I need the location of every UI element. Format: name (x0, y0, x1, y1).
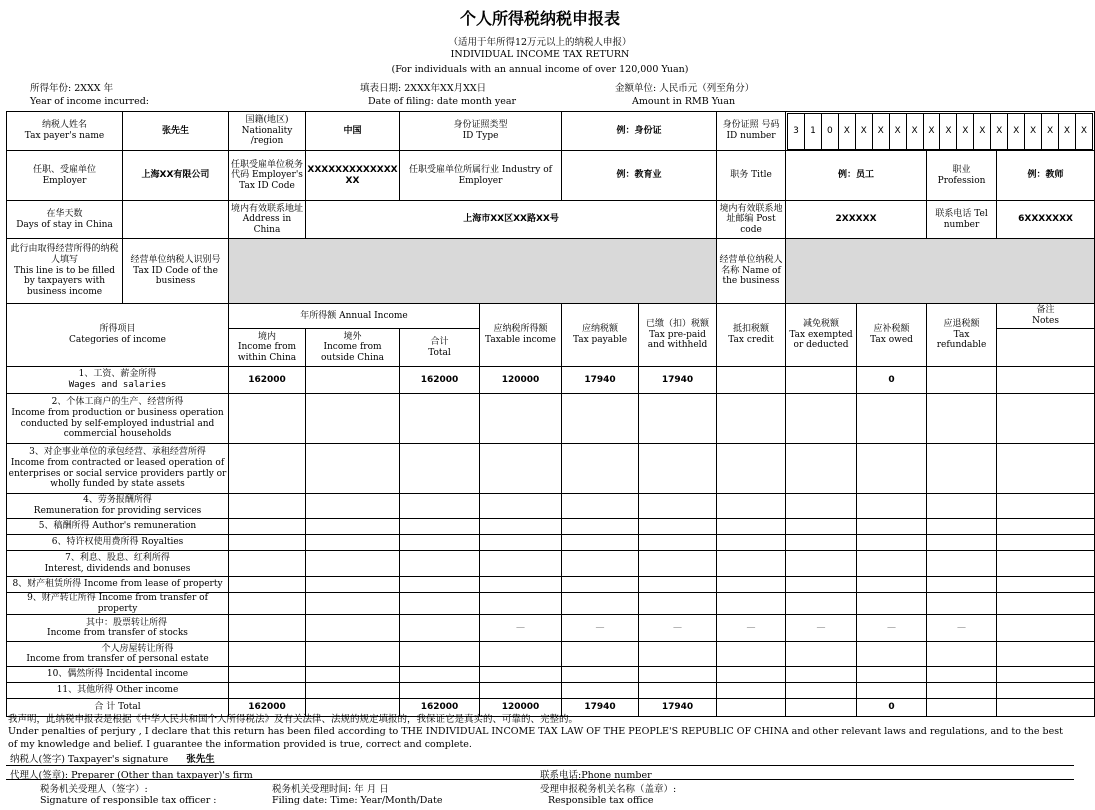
tel-label: 联系电话 Tel number (927, 201, 997, 239)
tax-owed[interactable]: 0 (857, 367, 927, 394)
id-digit: X (838, 113, 855, 149)
tax-credit[interactable] (717, 367, 786, 394)
signature-name: 张先生 (186, 754, 215, 765)
table-row (7, 642, 1095, 667)
days-value[interactable] (123, 201, 229, 239)
declaration-en: Under penalties of perjury , I declare that this return has been filed according to THE INDIVIDUAL INCOME TAX LAW OF THE PEOPLE'S REPUBLIC OF CHINA and other relevant laws and regulations, and to the best of my knowledge and belief. I guarantee the information provided is true, correct and complete. (8, 726, 1063, 750)
dash-mark: — (639, 615, 717, 642)
id-digit: X (1025, 113, 1042, 149)
credit-header: 抵扣税额 Tax credit (717, 304, 786, 367)
id-digit: 1 (804, 113, 821, 149)
table-row (7, 577, 1095, 593)
id-digit: X (957, 113, 974, 149)
nationality-label: 国籍(地区) Nationality /region (229, 112, 306, 151)
name-label: 纳税人姓名 Tax payer's name (7, 112, 123, 151)
tax-office-cn: 受理申报税务机关名称（盖章）: (540, 784, 677, 795)
subtitle-en-2: (For individuals with an annual income of over 120,000 Yuan) (391, 64, 689, 75)
income-category: 其中：股票转让所得 Income from transfer of stocks (7, 615, 229, 642)
table-row (7, 519, 1095, 535)
tax-payable[interactable]: 17940 (562, 367, 639, 394)
income-category: 3、对企事业单位的承包经营、承租经营所得 Income from contracted or leased operation of enterprises or social service providers partly or wholly funded by state assets (7, 444, 229, 494)
id-digit: X (906, 113, 923, 149)
income-category: 10、偶然所得 Incidental income (7, 667, 229, 683)
income-category: 7、利息、股息、红利所得 Interest, dividends and bonuses (7, 551, 229, 577)
notes[interactable] (997, 367, 1095, 394)
total-payable[interactable]: 17940 (562, 699, 639, 717)
unit-cn: 金额单位: 人民币元（列至角分） (615, 83, 755, 94)
income-category: 8、财产租赁所得 Income from lease of property (7, 577, 229, 593)
idnum-label: 身份证照 号码 ID number (717, 112, 786, 151)
exempt-header: 减免税额 Tax exempted or deducted (786, 304, 857, 367)
id-digit: X (991, 113, 1008, 149)
year-cn: 所得年份: 2XXX 年 (30, 83, 114, 94)
business-taxid-label: 经营单位纳税人识别号 Tax ID Code of the business (123, 239, 229, 304)
total-owed[interactable]: 0 (857, 699, 927, 717)
income-category: 9、财产转让所得 Income from transfer of property (7, 593, 229, 615)
id-digit: 3 (788, 113, 805, 149)
tax-prepaid[interactable]: 17940 (639, 367, 717, 394)
info-row-1 (7, 112, 1095, 151)
tax-exempt[interactable] (786, 367, 857, 394)
income-category: 2、个体工商户的生产、经营所得 Income from production or business operation conducted by self-employed industrial and commercial households (7, 394, 229, 444)
tel-value[interactable]: 6XXXXXXX (997, 201, 1095, 239)
business-name-label: 经营单位纳税人名称 Name of the business (717, 239, 786, 304)
table-row (7, 394, 1095, 444)
owed-header: 应补税额 Tax owed (857, 304, 927, 367)
info-row-2 (7, 151, 1095, 201)
info-row-3 (7, 201, 1095, 239)
profession-label: 职业 Profession (927, 151, 997, 201)
total-total[interactable]: 162000 (400, 699, 480, 717)
preparer-phone: 联系电话:Phone number (540, 770, 652, 781)
date-cn: 填表日期: 2XXX年XX月XX日 (360, 83, 487, 94)
refundable-header: 应退税额 Tax refundable (927, 304, 997, 367)
unit-en: Amount in RMB Yuan (632, 96, 736, 107)
dash-mark: — (786, 615, 857, 642)
id-digit: X (872, 113, 889, 149)
form-title: 个人所得税纳税申报表 (459, 9, 620, 28)
table-row (7, 494, 1095, 519)
industry-label: 任职受雇单位所属行业 Industry of Employer (400, 151, 562, 201)
postcode-value[interactable]: 2XXXXX (786, 201, 927, 239)
income-total[interactable]: 162000 (400, 367, 480, 394)
table-row (7, 444, 1095, 494)
id-digit: X (1059, 113, 1076, 149)
year-en: Year of income incurred: (30, 96, 149, 107)
dash-mark: — (717, 615, 786, 642)
business-taxid-value[interactable] (229, 239, 717, 304)
income-category: 个人房屋转让所得 Income from transfer of personal estate (7, 642, 229, 667)
officer-cn: 税务机关受理人（签字）: (40, 784, 148, 795)
taxable-income[interactable]: 120000 (480, 367, 562, 394)
table-row (7, 593, 1095, 615)
income-category: 5、稿酬所得 Author's remuneration (7, 519, 229, 535)
nationality-value[interactable]: 中国 (306, 112, 400, 151)
total-prepaid[interactable]: 17940 (639, 699, 717, 717)
idtype-value[interactable]: 例：身份证 (562, 112, 717, 151)
dash-mark: — (562, 615, 639, 642)
title-label: 职务 Title (717, 151, 786, 201)
id-digit: X (923, 113, 940, 149)
notes-header: 备注 Notes (997, 304, 1095, 329)
total-header: 合计 Total (400, 329, 480, 367)
id-digit: X (1042, 113, 1059, 149)
taxable-header: 应纳税所得额 Taxable income (480, 304, 562, 367)
declaration-cn: 我声明，此纳税申报表是根据《中华人民共和国个人所得税法》及有关法律、法规的规定填报的，我保证它是真实的、可靠的、完整的。 (8, 714, 579, 725)
table-row (7, 367, 1095, 394)
total-taxable[interactable]: 120000 (480, 699, 562, 717)
filing-time-en: Filing date: Time: Year/Month/Date (272, 795, 443, 806)
employer-label: 任职、受雇单位 Employer (7, 151, 123, 201)
industry-value[interactable]: 例：教育业 (562, 151, 717, 201)
id-digit: X (1075, 113, 1092, 149)
dash-mark: — (857, 615, 927, 642)
income-category: 4、劳务报酬所得 Remuneration for providing services (7, 494, 229, 519)
id-digit: X (974, 113, 991, 149)
subtitle-cn: （适用于年所得12万元以上的纳税人申报） (448, 37, 632, 48)
officer-en: Signature of responsible tax officer : (40, 795, 217, 806)
date-en: Date of filing: date month year (368, 96, 517, 107)
annual-income-header: 年所得额 Annual Income (229, 304, 480, 329)
idtype-label: 身份证照类型 ID Type (400, 112, 562, 151)
title-value[interactable]: 例：员工 (786, 151, 927, 201)
tax-refundable[interactable] (927, 367, 997, 394)
header-row-1 (7, 304, 1095, 329)
postcode-label: 境内有效联系地址邮编 Post code (717, 201, 786, 239)
tax-office-en: Responsible tax office (548, 795, 654, 806)
business-row (7, 239, 1095, 304)
profession-value[interactable]: 例：教师 (997, 151, 1095, 201)
address-value[interactable]: 上海市XX区XX路XX号 (306, 201, 717, 239)
id-digit: X (889, 113, 906, 149)
dash-mark: — (480, 615, 562, 642)
table-row (7, 535, 1095, 551)
subtitle-en: INDIVIDUAL INCOME TAX RETURN (450, 49, 630, 60)
total-within[interactable]: 162000 (229, 699, 306, 717)
address-label: 境内有效联系地址 Address in China (229, 201, 306, 239)
notes-cell (997, 329, 1095, 367)
filing-time-cn: 税务机关受理时间: 年 月 日 (272, 784, 389, 795)
within-header: 境内 Income from within China (229, 329, 306, 367)
total-label: 合 计 Total (7, 699, 229, 717)
name-value[interactable]: 张先生 (123, 112, 229, 151)
business-name-value[interactable] (786, 239, 1095, 304)
id-number-cells[interactable] (786, 112, 1095, 151)
tax-return-table (6, 111, 1095, 717)
business-note: 此行由取得经营所得的纳税人填写 This line is to be filled by taxpayers with business income (7, 239, 123, 304)
table-row (7, 683, 1095, 699)
employer-taxid-value[interactable]: XXXXXXXXXXXXXXX (306, 151, 400, 201)
income-outside[interactable] (306, 367, 400, 394)
taxpayer-signature: 纳税人(签字) Taxpayer's signature 张先生 (10, 754, 215, 765)
outside-header: 境外 Income from outside China (306, 329, 400, 367)
income-category: 6、特许权使用费所得 Royalties (7, 535, 229, 551)
income-within[interactable]: 162000 (229, 367, 306, 394)
dash-mark: — (927, 615, 997, 642)
preparer-label: 代理人(签章): Preparer (Other than taxpayer)'s firm (10, 770, 253, 781)
income-category: 1、工资、薪金所得 Wages and salaries (7, 367, 229, 394)
divider (6, 765, 1074, 766)
table-row (7, 615, 1095, 642)
id-digit: X (855, 113, 872, 149)
days-label: 在华天数 Days of stay in China (7, 201, 123, 239)
id-digit: X (940, 113, 957, 149)
income-category: 11、其他所得 Other income (7, 683, 229, 699)
payable-header: 应纳税额 Tax payable (562, 304, 639, 367)
prepaid-header: 已缴（扣）税额 Tax pre-paid and withheld (639, 304, 717, 367)
id-digit: X (1008, 113, 1025, 149)
employer-taxid-label: 任职受雇单位税务代码 Employer's Tax ID Code (229, 151, 306, 201)
id-digit: 0 (821, 113, 838, 149)
categories-header: 所得项目 Categories of income (7, 304, 229, 367)
employer-value[interactable]: 上海XX有限公司 (123, 151, 229, 201)
table-row (7, 551, 1095, 577)
divider (6, 779, 1074, 780)
declaration (8, 714, 1072, 751)
table-row (7, 667, 1095, 683)
